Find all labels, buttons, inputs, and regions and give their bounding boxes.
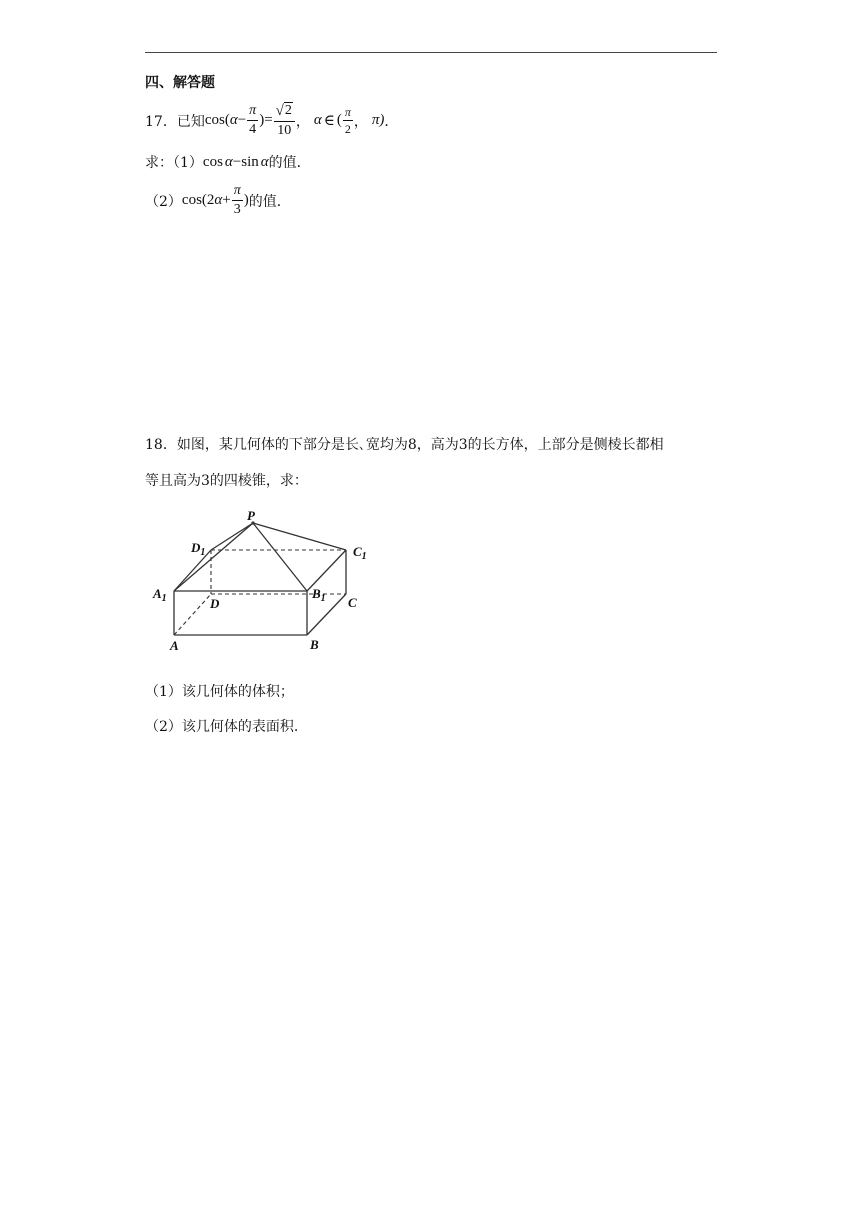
paren-open-2: ( [336,112,342,128]
sqrt2-numerator [274,102,295,122]
minus-sign: − [237,112,247,128]
four-denominator: 4 [249,122,257,137]
comma: ， [295,113,310,130]
label-b: B [310,637,319,652]
geometry-figure [150,510,390,660]
alpha-symbol-2: α [313,112,322,128]
fraction-pi-over-2 [343,105,353,136]
edge-b1-p [253,523,307,591]
cos-fn: cos [204,112,225,128]
minus-sin: −sin [232,153,259,170]
fraction-sqrt2-over-10 [274,102,295,139]
q17-part1 [145,152,311,172]
label-d1-main: D [191,540,201,555]
label-b1-main: B [312,586,321,601]
alpha-symbol-3: α [224,153,233,170]
label-a1-main: A [153,586,162,601]
q18-part1: （1）该几何体的体积； [145,684,294,700]
sqrt-radical: √ [275,103,284,119]
q17-statement [145,102,398,139]
alpha-symbol: α [229,112,238,128]
fraction-pi-over-4 [247,103,258,138]
q18-part2: （2）该几何体的表面积. [145,719,299,735]
plus-sign: + [222,192,231,208]
edge-b1-c1 [307,550,346,591]
label-a1 [152,586,167,604]
q17-ask: 求：（1） [145,155,203,171]
label-c1-main: C [353,544,362,559]
comma-2: ， [353,113,368,130]
label-c: C [348,595,357,610]
alpha-symbol-4: α [260,153,269,170]
label-d1-sub: 1 [200,547,206,558]
in-symbol: ∈ [323,113,335,129]
edge-a-d-hidden [174,594,211,635]
cos-fn-2: cos [202,153,223,170]
paren-close: ) [259,112,265,128]
sqrt-expression [276,102,293,119]
label-c1 [353,544,367,562]
paren-close-2: ) [243,192,249,208]
equals-sign: = [264,112,273,128]
q18-line2: 等且高为3的四棱锥，求： [145,473,308,489]
ten-denominator: 10 [277,123,292,138]
q17-part2 [145,183,291,218]
label-d: D [210,596,220,611]
edge-c1-p [253,523,346,550]
q18-line1: 18．如图，某几何体的下部分是长､宽均为8，高为3的长方体，上部分是侧棱长都相 [145,437,664,453]
section-title: 四、解答题 [145,75,215,91]
edge-a1-p [174,523,253,591]
edge-a1-d1 [174,550,211,591]
period: ． [384,113,399,130]
cos2-fn: cos(2 [181,192,215,208]
two-denominator: 2 [344,122,351,136]
fraction-pi-over-3 [232,183,243,218]
sqrt-radicand: 2 [284,103,292,118]
label-p: P [247,510,255,523]
pi-numerator-3: π [232,183,243,201]
three-denominator: 3 [233,202,241,217]
pi-close: π) [371,112,385,128]
label-d1 [190,540,205,558]
label-a1-sub: 1 [161,593,167,604]
pi-numerator-2: π [344,105,351,119]
label-a: A [170,638,179,653]
label-c1-sub: 1 [361,551,367,562]
q17-part2-number: （2） [145,193,182,210]
q17-part1-tail: 的值． [268,155,311,171]
edge-d1-p [211,523,253,550]
alpha-symbol-5: α [214,192,223,208]
q17-number: 17． [145,113,177,130]
label-b1 [311,586,326,604]
q17-intro: 已知 [176,113,205,130]
paren-open: ( [224,112,230,128]
header-rule [145,52,717,53]
pi-numerator: π [247,103,258,121]
label-b1-sub: 1 [320,593,326,604]
q17-part2-tail: 的值． [248,193,291,210]
